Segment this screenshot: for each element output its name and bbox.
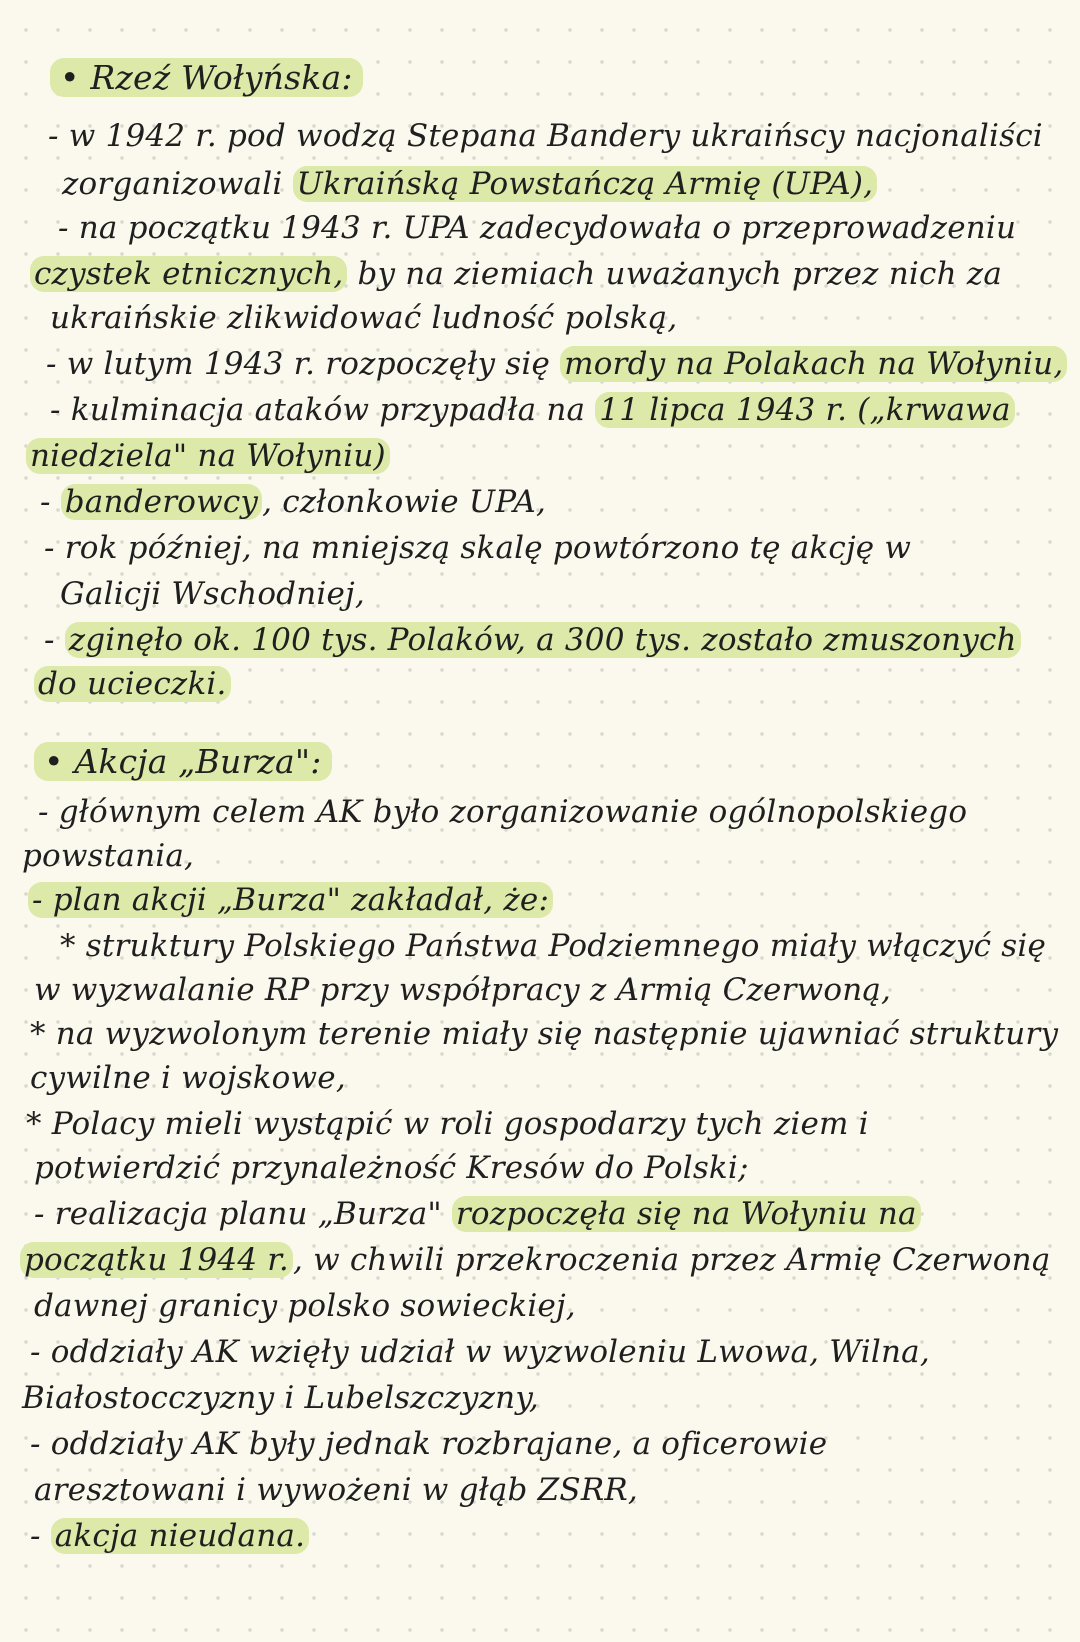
note-line [30,1332,930,1372]
highlight: - plan akcji „Burza" zakładał, że: [28,882,553,918]
section-title-rzez-wolynska [50,58,363,98]
section-title-akcja-burza [34,742,332,782]
highlight: mordy na Polakach na Wołyniu, [560,346,1067,382]
note-text: w wyzwalanie RP przy współpracy z Armią Czerwoną, [34,972,892,1008]
note-line [58,208,1016,248]
note-line [60,574,365,614]
note-line [44,620,1021,660]
highlight: niedziela" na Wołyniu) [26,438,390,474]
note-text: , w chwili przekroczenia przez Armię Czerwoną [292,1242,1051,1278]
note-text: Galicji Wschodniej, [60,576,365,612]
highlight: do ucieczki. [34,666,231,702]
note-text: powstania, [22,838,195,874]
note-text: Białostocczyzny i Lubelszczyzny, [22,1380,539,1416]
note-line [46,344,1067,384]
note-line [22,1378,539,1418]
highlight: zginęło ok. 100 tys. Polaków, a 300 tys. zostało zmuszonych [65,622,1021,658]
note-line [34,1194,921,1234]
highlight: 11 lipca 1943 r. („krwawa [595,392,1014,428]
note-line [44,528,911,568]
highlight: • Akcja „Burza": [34,742,332,781]
note-line [26,1104,869,1144]
note-line [62,164,877,204]
note-line [28,880,553,920]
note-text: - oddziały AK były jednak rozbrajane, a oficerowie [30,1426,828,1462]
note-line [34,664,231,704]
note-text: * na wyzwolonym terenie miały się następnie ujawniać struktury [30,1016,1059,1052]
highlight: • Rzeź Wołyńska: [50,58,363,97]
note-text: dawnej granicy polsko sowieckiej, [34,1288,576,1324]
note-line [34,970,891,1010]
note-text: zorganizowali [62,166,293,202]
note-text: - realizacja planu „Burza" [34,1196,452,1232]
note-text: cywilne i wojskowe, [30,1060,346,1096]
note-text: - oddziały AK wzięły udział w wyzwoleniu Lwowa, Wilna, [30,1334,930,1370]
highlight: banderowcy [61,484,262,520]
note-line [38,792,967,832]
note-text: - na początku 1943 r. UPA zadecydowała o przeprowadzeniu [58,210,1017,246]
note-line [34,1286,576,1326]
note-text: - kulminacja ataków przypadła na [50,392,596,428]
note-line [50,390,1015,430]
note-line [34,1470,638,1510]
note-text: - w lutym 1943 r. rozpoczęły się [46,346,561,382]
highlight: Ukraińską Powstańczą Armię (UPA), [293,166,878,202]
note-text: - głównym celem AK było zorganizowanie ogólnopolskiego [38,794,968,830]
highlight: początku 1944 r. [20,1242,293,1278]
note-text: ukraińskie zlikwidować ludność polską, [50,300,678,336]
note-text: - [44,622,65,658]
highlight: czystek etnicznych, [30,256,347,292]
note-line [34,1148,749,1188]
note-line [48,116,1043,156]
note-text: * struktury Polskiego Państwa Podziemnego miały włączyć się [60,928,1046,964]
note-text: aresztowani i wywożeni w głąb ZSRR, [34,1472,638,1508]
note-text: potwierdzić przynależność Kresów do Polski; [34,1150,749,1186]
note-line [22,836,194,876]
note-line [20,1240,1051,1280]
note-line [50,298,677,338]
note-text: by na ziemiach uważanych przez nich za [347,256,1002,292]
note-text: * Polacy mieli wystąpić w roli gospodarzy tych ziem i [26,1106,869,1142]
note-line [40,482,546,522]
highlight: rozpoczęła się na Wołyniu na [452,1196,921,1232]
note-line [30,254,1002,294]
note-text: - [30,1518,51,1554]
note-line [60,926,1046,966]
note-text: , członkowie UPA, [262,484,547,520]
note-line [26,436,390,476]
highlight: akcja nieudana. [51,1518,309,1554]
note-text: - w 1942 r. pod wodzą Stepana Bandery ukraińscy nacjonaliści [48,118,1043,154]
note-line [30,1058,346,1098]
note-line [30,1424,827,1464]
note-text: - [40,484,61,520]
note-text: - rok później, na mniejszą skalę powtórzono tę akcję w [44,530,912,566]
note-line [30,1014,1058,1054]
note-line [30,1516,309,1556]
